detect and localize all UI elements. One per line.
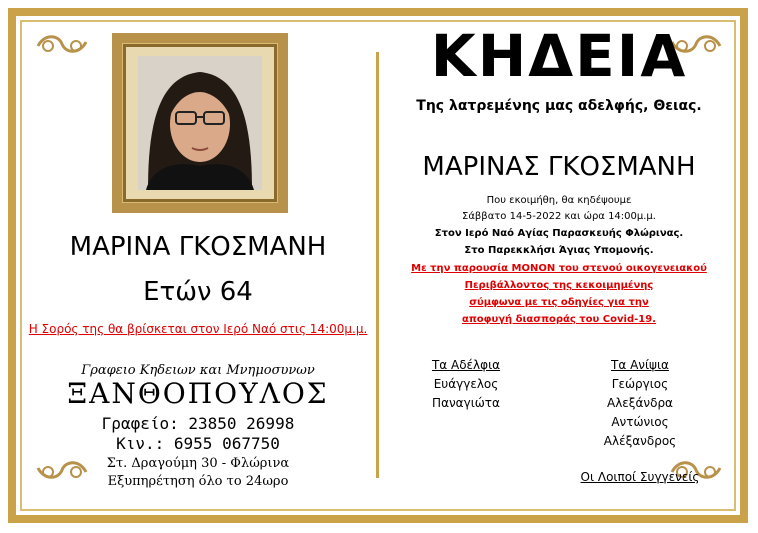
column-divider — [376, 52, 379, 478]
nephew-name: Αντώνιος — [611, 415, 669, 429]
nephews-heading: Τα Ανίψια — [611, 358, 669, 372]
covid-note-line-4: αποφυγή διασποράς του Covid-19. — [462, 314, 656, 325]
office-phone: Γραφείο: 23850 26998 — [101, 414, 295, 433]
covid-note-line-3: σύμφωνα με τις οδηγίες για την — [469, 297, 649, 308]
announcement-subtitle: Της λατρεμένης μας αδελφής, Θειας. — [416, 98, 702, 114]
funeral-church: Στον Ιερό Ναό Αγίας Παρασκευής Φλώρινας. — [434, 228, 684, 239]
other-relatives: Οι Λοιποί Συγγενείς — [580, 470, 700, 484]
funeral-date-time: Σάββατο 14-5-2022 και ώρα 14:00μ.μ. — [462, 211, 656, 222]
funeral-chapel: Στο Παρεκκλήσι Άγιας Υπομονής. — [464, 245, 654, 256]
siblings-heading: Τα Αδέλφια — [431, 358, 501, 372]
deceased-name-genitive: ΜΑΡΙΝΑΣ ΓΚΟΣΜΑΝΗ — [422, 152, 696, 182]
office-address: Στ. Δραγούμη 30 - Φλώρινα — [106, 456, 290, 471]
sibling-name: Παναγιώτα — [432, 396, 500, 410]
covid-note-line-1: Με την παρουσία ΜΟΝΟΝ του στενού οικογενειακού — [411, 263, 707, 274]
deceased-name: ΜΑΡΙΝΑ ΓΚΟΣΜΑΝΗ — [69, 232, 327, 262]
funeral-line-1: Που εκοιμήθη, θα κηδέψουμε — [486, 195, 632, 206]
funeral-office-heading: Γραφειο Κηδειων και Μνημοσυνων — [81, 363, 315, 378]
service-hours: Εξυπηρέτηση όλο το 24ωρο — [107, 474, 289, 489]
age: Ετών 64 — [143, 277, 253, 307]
nephew-name: Γεώργιος — [611, 377, 669, 391]
nephew-name: Αλέξανδρος — [603, 434, 677, 448]
funeral-office-name: ΞΑΝΘΟΠΟΥΛΟΣ — [67, 377, 329, 410]
portrait-photo — [138, 56, 262, 190]
covid-note-line-2: Περιβάλλοντος της κεκοιμημένης — [464, 280, 654, 291]
wake-notice: Η Σορός της θα βρίσκεται στον Ιερό Ναό στις 14:00μ.μ. — [28, 322, 368, 336]
sibling-name: Ευάγγελος — [433, 377, 499, 391]
ornament-top-left-icon — [34, 32, 90, 60]
nephew-name: Αλεξάνδρα — [607, 396, 673, 410]
mobile-phone: Κιν.: 6955 067750 — [116, 434, 280, 453]
announcement-title: ΚΗΔΕΙΑ — [430, 22, 688, 90]
